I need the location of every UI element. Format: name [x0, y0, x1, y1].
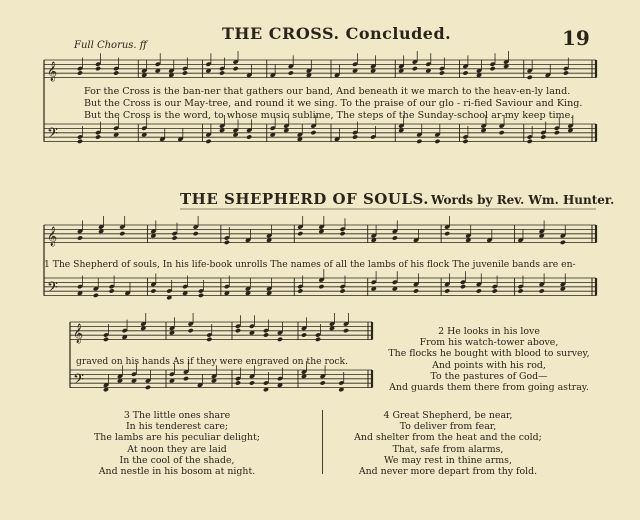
note-head: [77, 70, 83, 75]
note-head: [119, 231, 125, 236]
verse-divider: [322, 410, 323, 474]
bass-clef: 𝄢: [73, 371, 84, 392]
note-head: [539, 288, 545, 293]
page-number: 19: [562, 26, 590, 50]
song1-title: [222, 24, 451, 43]
note-head: [462, 70, 468, 75]
treble-clef: 𝄞: [47, 61, 58, 82]
note-head: [416, 139, 422, 144]
note-head: [460, 284, 466, 289]
verse-line: 2 He looks in his love: [438, 326, 540, 337]
song1-lyric-line-3: But the Cross is the word, to whose music sublime, The steps of the Sunday-school ar-my keep time.: [84, 110, 574, 121]
bass-clef: 𝄢: [47, 125, 58, 146]
note-head: [439, 70, 445, 75]
note-head: [246, 134, 252, 139]
performance-mark: Full Chorus. ff: [74, 40, 147, 51]
note-head: [434, 139, 440, 144]
note-head: [301, 332, 307, 337]
note-head: [206, 337, 212, 342]
note-head: [263, 332, 269, 337]
note-head: [103, 337, 109, 342]
note-head: [198, 293, 204, 298]
note-head: [288, 70, 294, 75]
song2-lyric-system-2: graved on his hands As if they were engraved on the rock.: [76, 356, 349, 367]
note-head: [182, 70, 188, 75]
note-head: [318, 284, 324, 289]
treble-clef: 𝄞: [47, 226, 58, 247]
note-head: [77, 139, 83, 144]
song2-byline: Words by Rev. Wm. Hunter.: [431, 193, 615, 207]
note-head: [476, 288, 482, 293]
verse-line: At noon they are laid: [127, 443, 227, 455]
verse-line: We may rest in thine arms,: [384, 454, 512, 466]
note-head: [249, 380, 255, 385]
song2-lyric-system-1: 1 The Shepherd of souls, In his life-book unrolls The names of all the lambs of his flock The juvenile bands are en-: [44, 259, 576, 270]
note-head: [277, 337, 283, 342]
note-head: [235, 380, 241, 385]
note-head: [145, 385, 151, 390]
verse-line: And never more depart from thy fold.: [358, 466, 538, 478]
note-head: [320, 380, 326, 385]
verse-line: The lambs are his peculiar delight;: [94, 432, 260, 444]
verse-3: [82, 410, 272, 477]
song1-lyric-line-2: But the Cross is our May-tree, and round it we sing. To the praise of our glo - ri-fied Saviour and King.: [84, 98, 583, 109]
note-head: [193, 231, 199, 236]
note-head: [413, 288, 419, 293]
song1-lyric-line-1: For the Cross is the ban-ner that gathers our band, And beneath it we march to the heav-en-ly land.: [84, 86, 571, 97]
note-head: [205, 139, 211, 144]
verse-line: To deliver from fear,: [399, 421, 497, 433]
note-head: [444, 288, 450, 293]
verse-2: [384, 326, 594, 393]
song2-title: THE SHEPHERD OF SOULS.: [180, 190, 429, 208]
verse-line: 3 The little ones share: [123, 410, 231, 421]
note-head: [563, 70, 569, 75]
note-head: [527, 139, 533, 144]
note-head: [527, 75, 533, 80]
note-head: [113, 70, 119, 75]
note-head: [343, 328, 349, 333]
note-head: [235, 328, 241, 333]
note-head: [233, 66, 239, 71]
note-head: [224, 240, 230, 245]
note-head: [188, 328, 194, 333]
verse-line: That, safe from alarms,: [392, 443, 504, 455]
song1-title-suffix: Concluded.: [345, 24, 452, 43]
note-head: [490, 66, 496, 71]
verse-line: In the cool of the shade,: [119, 454, 235, 466]
verse-line: The flocks he bought with blood to survey,: [388, 348, 590, 360]
verse-line: 4 Great Shepherd, be near,: [383, 410, 513, 421]
note-head: [95, 134, 101, 139]
verse-line: And points with his rod,: [432, 359, 546, 371]
note-head: [560, 240, 566, 245]
song1-title-main: THE CROSS.: [222, 24, 340, 43]
note-head: [77, 235, 83, 240]
note-head: [540, 134, 546, 139]
note-head: [517, 288, 523, 293]
note-head: [492, 288, 498, 293]
note-head: [352, 134, 358, 139]
verse-line: From his watch-tower above,: [419, 337, 559, 349]
verse-line: And nestle in his bosom at night.: [98, 466, 256, 478]
note-head: [297, 288, 303, 293]
bass-clef: 𝄢: [47, 279, 58, 300]
note-head: [444, 231, 450, 236]
note-head: [219, 70, 225, 75]
verse-line: And guards them there from going astray.: [389, 382, 589, 394]
note-head: [310, 130, 316, 135]
note-head: [109, 288, 115, 293]
treble-clef: 𝄞: [73, 323, 84, 344]
note-head: [392, 235, 398, 240]
note-head: [150, 288, 156, 293]
verse-line: And shelter from the heat and the cold;: [354, 432, 542, 444]
note-head: [315, 337, 321, 342]
note-head: [412, 66, 418, 71]
verse-line: In his tenderest care;: [125, 421, 229, 433]
verse-4: [338, 410, 558, 477]
note-head: [171, 235, 177, 240]
note-head: [297, 231, 303, 236]
note-head: [183, 376, 189, 381]
note-head: [554, 130, 560, 135]
note-head: [339, 288, 345, 293]
note-head: [499, 130, 505, 135]
note-head: [95, 66, 101, 71]
note-head: [462, 139, 468, 144]
verse-line: To the pastures of God—: [430, 370, 548, 382]
note-head: [93, 293, 99, 298]
note-head: [339, 231, 345, 236]
